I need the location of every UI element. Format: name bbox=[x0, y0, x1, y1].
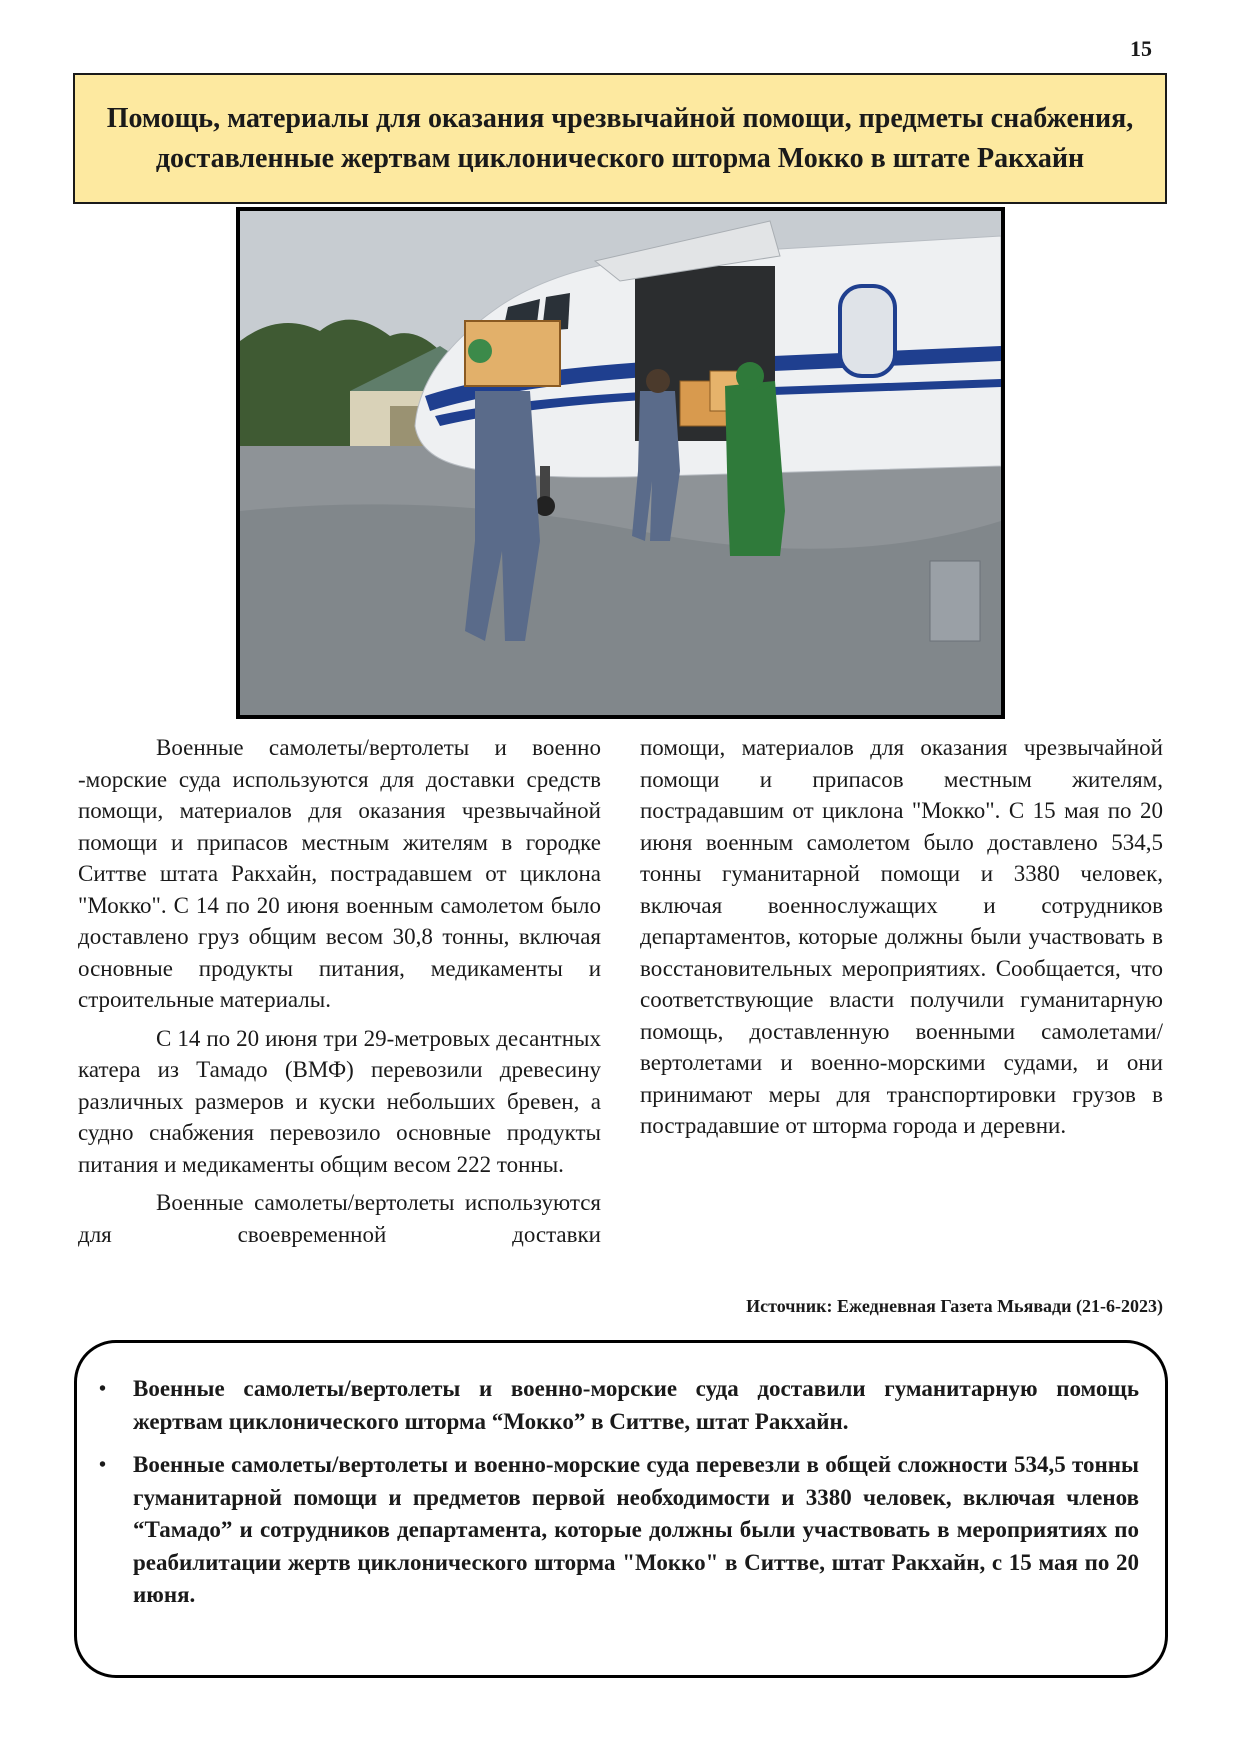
article-paragraph: Военные самолеты/вертолеты используются для своевременной доставки bbox=[78, 1190, 601, 1247]
photo-nose-gear bbox=[540, 466, 550, 501]
article-photo bbox=[236, 207, 1005, 719]
summary-item bbox=[99, 1373, 1139, 1438]
article-column-left bbox=[78, 732, 601, 1250]
article-title-box bbox=[73, 73, 1167, 204]
bullet-icon: • bbox=[99, 1378, 107, 1400]
summary-list bbox=[99, 1373, 1139, 1612]
source-citation: Источник: Ежедневная Газета Мьявади (21-6-2023) bbox=[746, 1296, 1163, 1316]
bullet-icon: • bbox=[99, 1454, 107, 1476]
aircraft-unloading-photo bbox=[240, 211, 1001, 715]
article-paragraph: Военные самолеты/вертолеты и военно -морские суда используются для доставки средств помощи, материалов для оказания чрезвычайной помощи и припасов местным жителям в городке Ситтве штата Ракхайн, пострадавшем от циклона "Мокко". С 14 по 20 июня военным самолетом было доставлено груз общим весом 30,8 тонны, включая основные продукты питания, медикаменты и строительные материалы. bbox=[78, 735, 601, 1012]
article-title: Помощь, материалы для оказания чрезвычайной помощи, предметы снабжения, доставленные жертвам циклонического шторма Мокко в штате Ракхайн bbox=[106, 102, 1134, 174]
summary-item-text: Военные самолеты/вертолеты и военно-морские суда доставили гуманитарную помощь жертвам циклонического шторма “Мокко” в Ситтве, штат Ракхайн. bbox=[133, 1376, 1139, 1434]
article-paragraph: помощи, материалов для оказания чрезвычайной помощи и припасов местным жителям, пострадавшим от циклона "Мокко". С 15 мая по 20 июня военным самолетом было доставлено 534,5 тонны гуманитарной помощи и 3380 человек, включая военнослужащих и сотрудников департаментов, которые должны были участвовать в восстановительных мероприятиях. Сообщается, что соответствующие власти получили гуманитарную помощь, доставленную военными самолетами/вертолетами и военно-морскими судами, и они принимают меры для транспортировки грузов в пострадавшие от шторма города и деревни. bbox=[640, 735, 1163, 1138]
photo-soldier-head bbox=[646, 369, 670, 393]
photo-raincoat-figure bbox=[725, 381, 785, 556]
summary-item bbox=[99, 1449, 1139, 1612]
photo-railing bbox=[930, 561, 980, 641]
photo-raincoat-hood bbox=[736, 362, 764, 390]
article-column-right bbox=[640, 732, 1163, 1142]
summary-box bbox=[74, 1340, 1168, 1678]
photo-aircraft-door-window bbox=[840, 286, 895, 376]
page-number: 15 bbox=[1130, 36, 1152, 61]
article-paragraph: С 14 по 20 июня три 29-метровых десантных катера из Тамадо (ВМФ) перевозили древесину различных размеров и куски небольших бревен, а судно снабжения перевозило основные продукты питания и медикаменты общим весом 222 тонны. bbox=[78, 1025, 601, 1177]
photo-box-logo bbox=[468, 339, 492, 363]
summary-item-text: Военные самолеты/вертолеты и военно-морские суда перевезли в общей сложности 534,5 тонны гуманитарной помощи и предметов первой необходимости и 3380 человек, включая членов “Тамадо” и сотрудников департамента, которые должны были участвовать в мероприятиях по реабилитации жертв циклонического шторма "Мокко" в Ситтве, штат Ракхайн, с 15 мая по 20 июня. bbox=[133, 1452, 1139, 1607]
